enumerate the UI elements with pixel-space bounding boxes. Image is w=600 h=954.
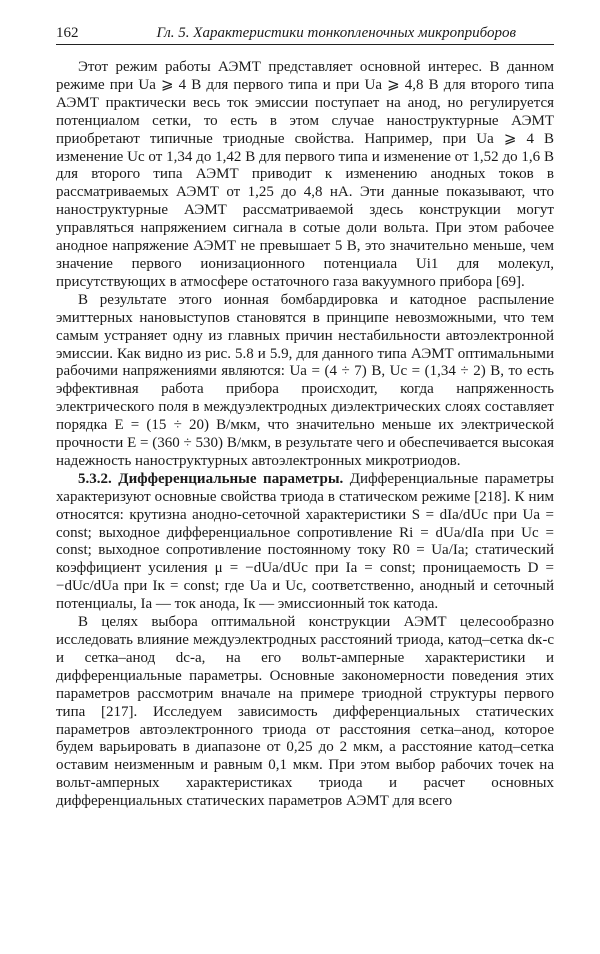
paragraph-regime: Этот режим работы АЭМТ представляет основной интерес. В данном режиме при Uа ⩾ 4 В для первого типа и при Uа ⩾ 4,8 В для второго типа АЭМТ практически весь ток эмиссии поступает на анод, но регулируется потенциалом сетки, то есть в этом случае наноструктурные АЭМТ приобретают типичные триодные свойства. Например, при Uа ⩾ 4 В изменение Uс от 1,34 до 1,42 В для первого типа и изменение от 1,52 до 1,6 В для второго типа АЭМТ приводит к изменению анодных токов в рассматриваемых АЭМТ от 1,25 до 4,8 нА. Эти данные показывают, что наноструктурные АЭМТ рассматриваемой здесь конструкции могут управляться напряжением сигнала в сотые доли вольта. При этом рабочее анодное напряжение АЭМТ не превышает 5 В, это значительно меньше, чем значение первого ионизационного потенциала Ui1 для молекул, присутствующих в атмосфере остаточного газа вакуумного прибора [69]. (56, 59, 554, 290)
page-header (56, 24, 554, 45)
subsection-differential-parameters (56, 471, 554, 614)
body-text (56, 59, 554, 811)
page-number: 162 (56, 25, 79, 41)
paragraph-bombardment: В результате этого ионная бомбардировка и катодное распыление эмиттерных нановыступов становятся в принципе невозможными, что тем самым устраняет одну из главных причин нестабильности автоэлектронной эмиссии. Как видно из рис. 5.8 и 5.9, для данного типа АЭМТ оптимальными рабочими напряжениями являются: Uа = (4 ÷ 7) В, Uс = (1,34 ÷ 2) В, то есть эффективная работа прибора происходит, когда напряженность электрического поля в междуэлектродных диэлектрических слоях составляет порядка E = (15 ÷ 20) В/мкм, что значительно меньше их электрической прочности E = (360 ÷ 530) В/мкм, в результате чего и обеспечивается высокая надежность наноструктурных автоэлектронных микротриодов. (56, 291, 554, 469)
paragraph-optimal-design: В целях выбора оптимальной конструкции АЭМТ целесообразно исследовать влияние междуэлектродных расстояний триода, катод–сетка dк-с и сетка–анод dс-а, на его вольт-амперные характеристики и дифференциальные параметры. Основные закономерности поведения этих параметров рассмотрим вначале на примере триодной структуры первого типа [217]. Исследуем зависимость дифференциальных статических параметров автоэлектронного триода от расстояния сетка–анод, которое будем варьировать в диапазоне от 0,25 до 2 мкм, а расстояние катод–сетка оставим неизменным и равным 0,1 мкм. При этом выбор рабочих точек на вольт-амперных характеристиках триода и расчет основных дифференциальных статических параметров АЭМТ для всего (56, 614, 554, 810)
subsection-text: Дифференциальные параметры характеризуют основные свойства триода в статическом режиме [218]. К ним относятся: крутизна анодно-сеточной характеристики S = dIа/dUс при Uа = const; выходное дифференциальное сопротивление Ri = dUа/dIа при Uс = const; выходное сопротивление постоянному току R0 = Uа/Iа; статический коэффициент усиления μ = −dUа/dUс при Iа = const; проницаемость D = −dUс/dUа при Iк = const; где Uа и Uс, соответственно, анодный и сеточный потенциалы, Iа — ток анода, Iк — эмиссионный ток катода. (56, 470, 554, 613)
running-title: Гл. 5. Характеристики тонкопленочных микроприборов (156, 25, 516, 41)
subsection-title: 5.3.2. Дифференциальные параметры. (78, 470, 344, 487)
